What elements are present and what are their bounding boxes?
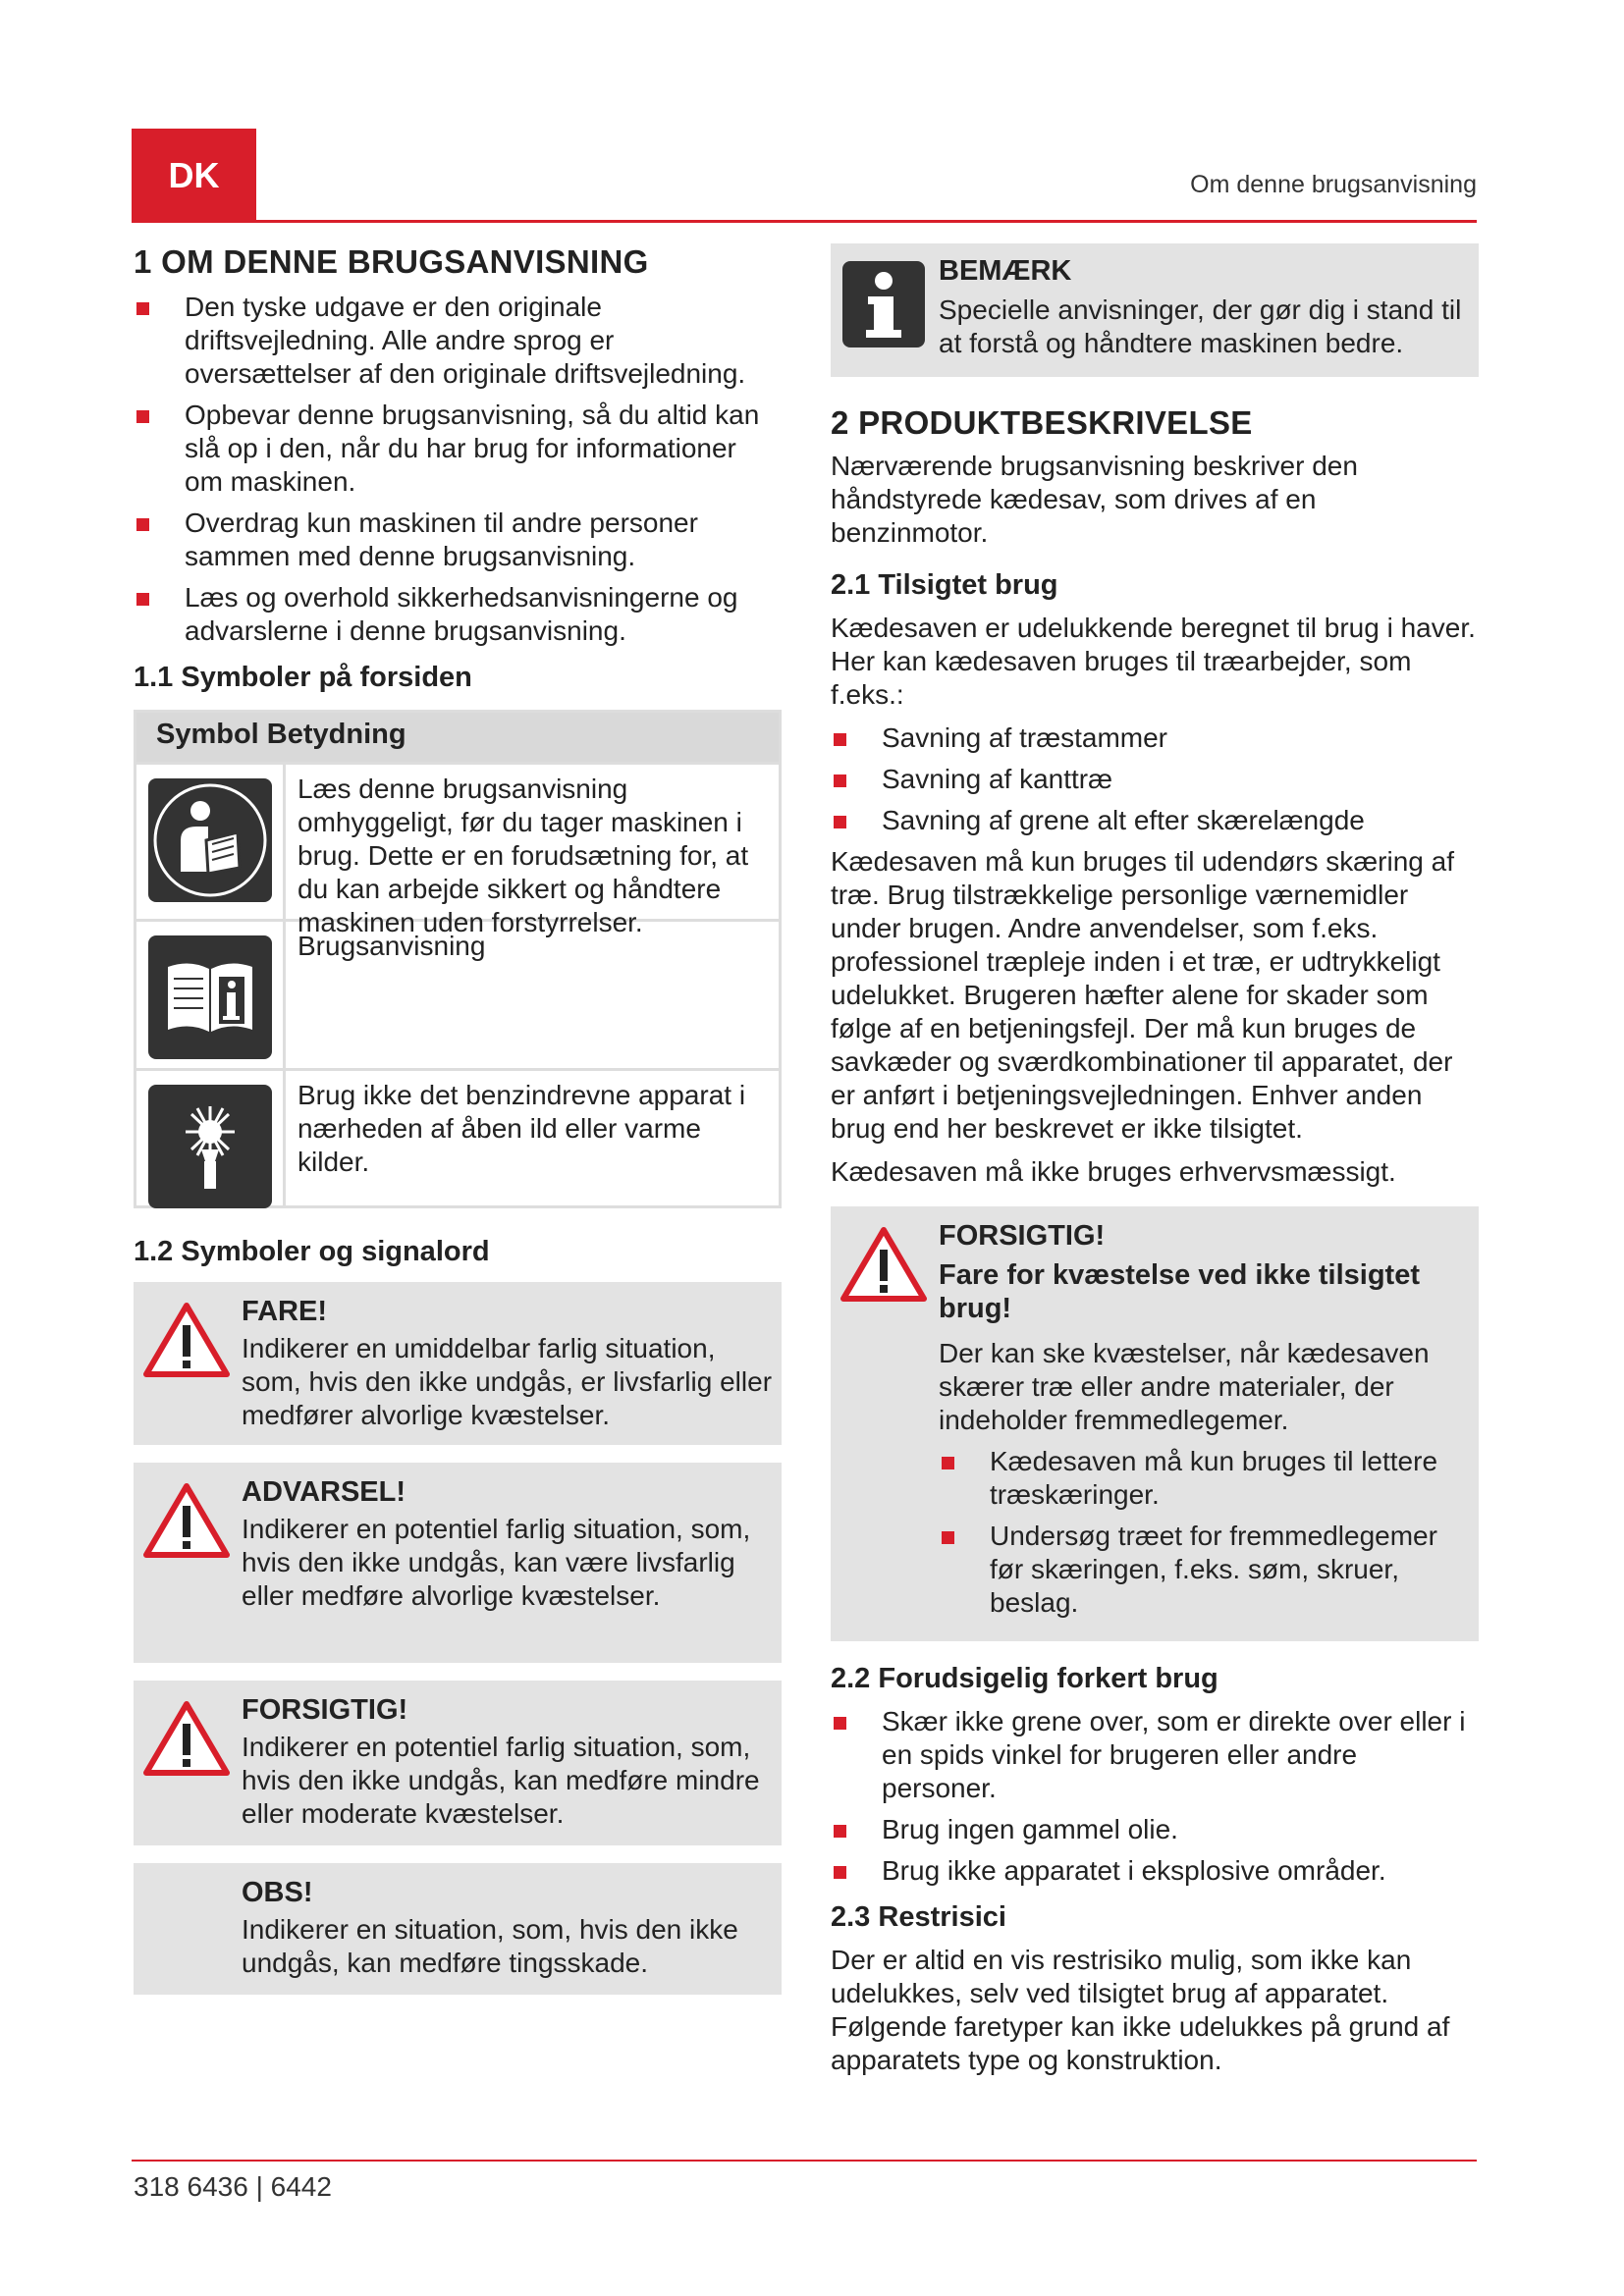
section-1-list bbox=[134, 291, 782, 648]
list-item: Den tyske udgave er den originale driftsvejledning. Alle andre sprog er oversættelser af den originale driftsvejledning. bbox=[134, 291, 782, 391]
list-item: Skær ikke grene over, som er direkte over eller i en spids vinkel for brugeren eller andre personer. bbox=[831, 1705, 1479, 1805]
signal-box-warning bbox=[134, 1463, 782, 1663]
table-row bbox=[136, 1068, 779, 1205]
signal-description: Indikerer en umiddelbar farlig situation, som, hvis den ikke undgås, er livsfarlig eller medfører alvorlige kvæstelser. bbox=[242, 1333, 773, 1430]
list-item: Overdrag kun maskinen til andre personer sammen med denne brugsanvisning. bbox=[134, 507, 782, 573]
signal-description: Indikerer en situation, som, hvis den ikke undgås, kan medføre tingsskade. bbox=[242, 1914, 738, 1978]
notice-spacer bbox=[143, 1877, 242, 1983]
running-header: Om denne brugsanvisning bbox=[1190, 171, 1477, 198]
caution-description: Der kan ske kvæstelser, når kædesaven skærer træ eller andre materialer, der indeholder fremmedlegemer. bbox=[939, 1338, 1430, 1435]
symbol-table bbox=[134, 710, 782, 1208]
warning-triangle-icon bbox=[840, 1220, 939, 1628]
section-2-1-text: Kædesaven må kun bruges til udendørs skæring af træ. Brug tilstrækkelige personlige værnemidler under brugen. Andre anvendelser, som f.eks. professionel træpleje inden i et træ, er udtrykkeligt udelukket. Brugeren hæfter alene for skader som følge af en betjeningsfejl. Der må kun bruges de savkæder og sværdkombinationer til apparatet, der er anført i betjeningsvejledningen. Enhver anden brug end her beskrevet er ikke tilsigtet. bbox=[831, 846, 1454, 1144]
list-item: Brug ikke apparatet i eksplosive områder. bbox=[831, 1854, 1479, 1888]
language-tab: DK bbox=[132, 129, 256, 222]
section-2-text: Nærværende brugsanvisning beskriver den håndstyrede kædesav, som drives af en benzinmotor. bbox=[831, 451, 1358, 548]
table-row bbox=[136, 762, 779, 937]
list-item: Brug ingen gammel olie. bbox=[831, 1813, 1479, 1846]
caution-subtitle: Fare for kvæstelse ved ikke tilsigtet brug! bbox=[939, 1259, 1420, 1324]
section-2-title: 2 PRODUKTBESKRIVELSE bbox=[831, 404, 1253, 441]
note-box bbox=[831, 243, 1479, 377]
table-icon-cell bbox=[136, 1071, 286, 1205]
list-item: Kædesaven må kun bruges til lettere træskæringer. bbox=[939, 1445, 1469, 1512]
table-icon-cell bbox=[136, 765, 286, 919]
section-1-2-title: 1.2 Symboler og signalord bbox=[134, 1236, 490, 1267]
warning-triangle-icon bbox=[143, 1476, 242, 1651]
section-1-title: 1 OM DENNE BRUGSANVISNING bbox=[134, 243, 649, 280]
section-2-3-text: Der er altid en vis restrisiko mulig, som ikke kan udelukkes, selv ved tilsigtet brug af apparatet. Følgende faretyper kan ikke udelukkes på grund af apparatets type og konstruktion. bbox=[831, 1945, 1450, 2075]
signal-word: FORSIGTIG! bbox=[242, 1694, 408, 1726]
footer-model-number: 318 6436 | 6442 bbox=[134, 2171, 332, 2202]
footer-rule bbox=[132, 2160, 1477, 2162]
section-2-2-title: 2.2 Forudsigelig forkert brug bbox=[831, 1663, 1218, 1694]
table-cell: Læs denne brugsanvisning omhyggeligt, før du tager maskinen i brug. Dette er en forudsætning for, at du kan arbejde sikkert og håndtere maskinen uden forstyrrelser. bbox=[298, 774, 749, 937]
list-item: Opbevar denne brugsanvisning, så du altid kan slå op i den, når du har brug for informationer om maskinen. bbox=[134, 399, 782, 499]
left-column bbox=[134, 243, 782, 2012]
list-item: Undersøg træet for fremmedlegemer før skæringen, f.eks. søm, skruer, beslag. bbox=[939, 1520, 1469, 1620]
signal-description: Indikerer en potentiel farlig situation, som, hvis den ikke undgås, kan være livsfarlig eller medføre alvorlige kvæstelser. bbox=[242, 1514, 751, 1611]
list-item: Savning af kanttræ bbox=[831, 763, 1479, 796]
caution-box bbox=[831, 1206, 1479, 1641]
signal-description: Indikerer en potentiel farlig situation, som, hvis den ikke undgås, kan medføre mindre eller moderate kvæstelser. bbox=[242, 1732, 760, 1829]
section-2-1-intro: Kædesaven er udelukkende beregnet til brug i haver. Her kan kædesaven bruges til træarbejder, som f.eks.: bbox=[831, 613, 1476, 710]
section-2-2-list bbox=[831, 1705, 1479, 1888]
section-2-1-title: 2.1 Tilsigtet brug bbox=[831, 569, 1058, 601]
table-row bbox=[136, 919, 779, 1068]
section-2-1-text-2: Kædesaven må ikke bruges erhvervsmæssigt. bbox=[831, 1156, 1396, 1187]
warning-triangle-icon bbox=[143, 1296, 242, 1433]
signal-box-notice bbox=[134, 1863, 782, 1995]
warning-triangle-icon bbox=[143, 1694, 242, 1834]
read-manual-icon bbox=[148, 778, 272, 902]
signal-box-danger bbox=[134, 1282, 782, 1445]
signal-word: OBS! bbox=[242, 1877, 313, 1908]
list-item: Læs og overhold sikkerhedsanvisningerne og advarslerne i denne brugsanvisning. bbox=[134, 581, 782, 648]
table-icon-cell bbox=[136, 922, 286, 1068]
right-column bbox=[831, 243, 1479, 2087]
note-word: BEMÆRK bbox=[939, 255, 1072, 287]
caution-word: FORSIGTIG! bbox=[939, 1220, 1106, 1252]
manual-info-icon bbox=[148, 935, 272, 1059]
section-2-1-list bbox=[831, 721, 1479, 837]
note-description: Specielle anvisninger, der gør dig i stand til at forstå og håndtere maskinen bedre. bbox=[939, 294, 1462, 358]
table-cell: Brug ikke det benzindrevne apparat i nærheden af åben ild eller varme kilder. bbox=[298, 1080, 746, 1177]
caution-list bbox=[939, 1445, 1469, 1620]
signal-word: FARE! bbox=[242, 1296, 327, 1327]
table-header: Symbol Betydning bbox=[136, 713, 779, 762]
table-cell: Brugsanvisning bbox=[298, 931, 486, 961]
no-open-fire-icon bbox=[148, 1085, 272, 1208]
signal-word: ADVARSEL! bbox=[242, 1476, 406, 1508]
section-2-3-title: 2.3 Restrisici bbox=[831, 1901, 1006, 1933]
header-rule bbox=[132, 220, 1477, 223]
signal-box-caution bbox=[134, 1681, 782, 1845]
info-icon bbox=[840, 255, 939, 365]
list-item: Savning af grene alt efter skærelængde bbox=[831, 804, 1479, 837]
list-item: Savning af træstammer bbox=[831, 721, 1479, 755]
section-1-1-title: 1.1 Symboler på forsiden bbox=[134, 662, 472, 693]
